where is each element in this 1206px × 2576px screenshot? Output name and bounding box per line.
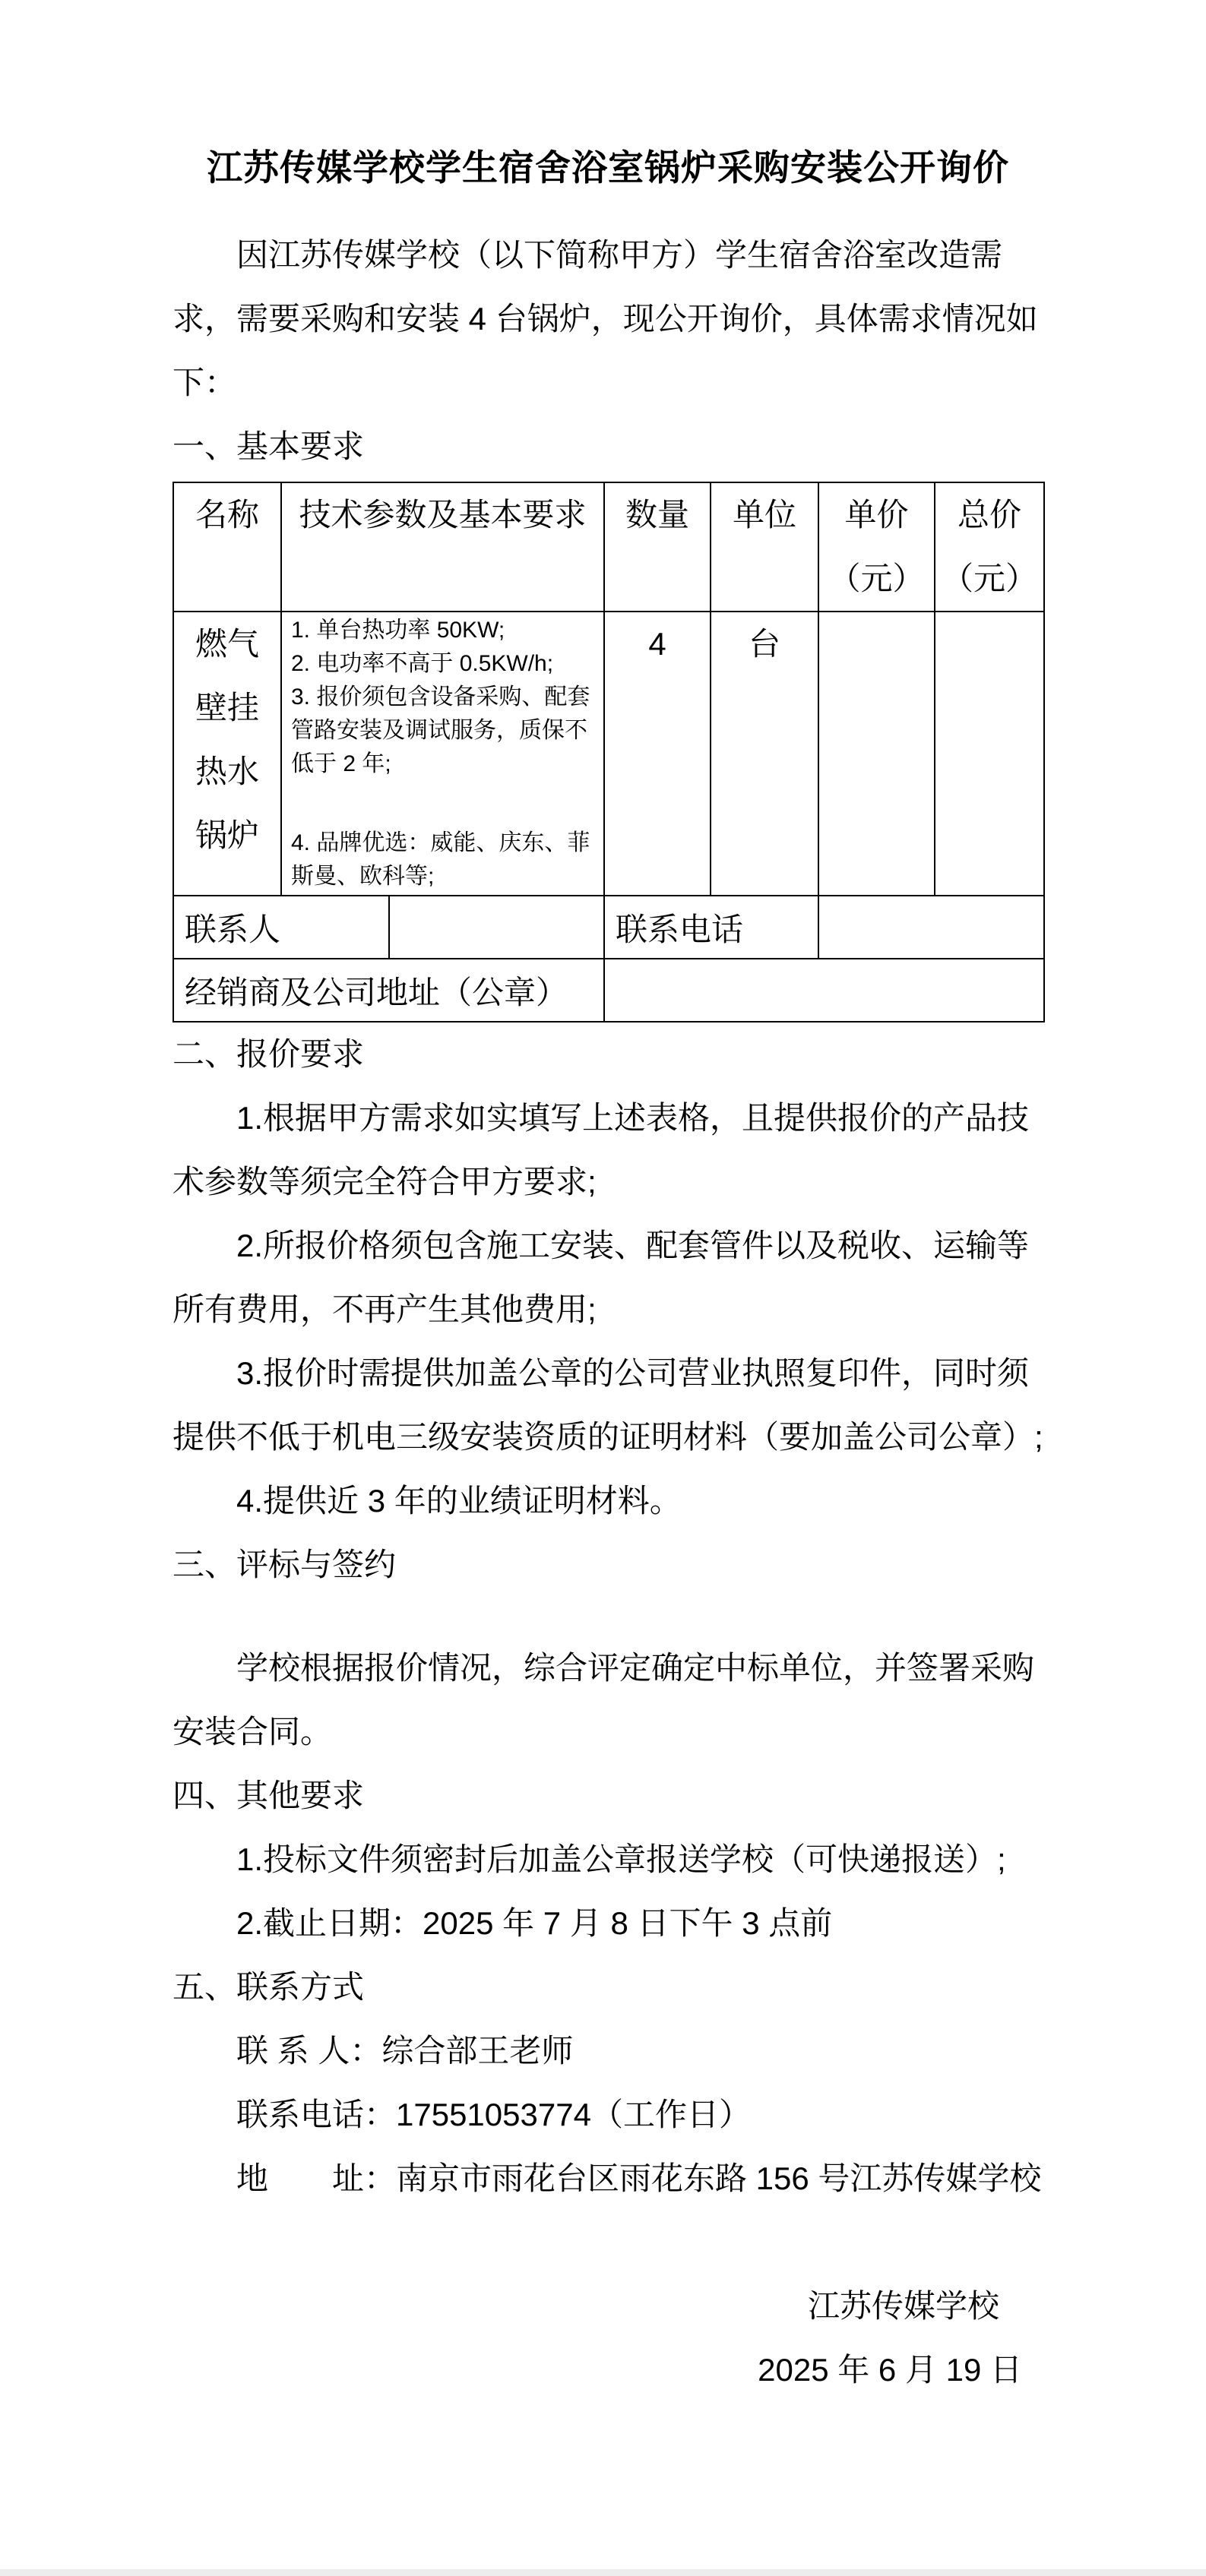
- product-specs-cell: [281, 612, 604, 896]
- product-name-line: 锅炉: [195, 817, 259, 853]
- blank-line: [173, 2211, 1043, 2274]
- product-row: [173, 612, 1044, 896]
- table-header-row: [173, 482, 1044, 612]
- header-unit-price-label: 单价: [844, 497, 909, 533]
- blank-line: [173, 1597, 1043, 1636]
- section-2-heading: 二、报价要求: [173, 1036, 365, 1072]
- section-1-heading: 一、基本要求: [173, 428, 365, 464]
- contact-phone-line: 联系电话：17551053774（工作日）: [236, 2097, 751, 2132]
- document-page: [0, 146, 1206, 2576]
- header-name-cell: 名称: [173, 482, 281, 612]
- product-name-line: 热水: [195, 754, 259, 789]
- header-unit-price-cell: [818, 482, 935, 612]
- contact-phone-label-cell: 联系电话: [604, 896, 818, 959]
- contact-person-line: 联 系 人：综合部王老师: [236, 2033, 574, 2069]
- page-title: 江苏传媒学校学生宿舍浴室锅炉采购安装公开询价: [207, 147, 1009, 188]
- contact-person-blank-cell: [389, 896, 604, 959]
- unit-price-blank-cell: [818, 612, 935, 896]
- quote-requirement-3: 3.报价时需提供加盖公章的公司营业执照复印件，同时须提供不低于机电三级安装资质的证明材料（要加盖公司公章）;: [173, 1355, 1043, 1455]
- quote-requirement-2: 2.所报价格须包含施工安装、配套管件以及税收、运输等所有费用，不再产生其他费用;: [173, 1228, 1030, 1327]
- dealer-row: [173, 959, 1044, 1022]
- quote-requirement-4: 4.提供近 3 年的业绩证明材料。: [236, 1483, 682, 1519]
- intro-paragraph: 因江苏传媒学校（以下简称甲方）学生宿舍浴室改造需求，需要采购和安装 4 台锅炉，现公开询价，具体需求情况如下：: [173, 237, 1038, 400]
- product-name-cell: [173, 612, 281, 896]
- requirements-table: [173, 482, 1045, 1022]
- header-total-price-label: 总价: [958, 497, 1022, 533]
- header-unit-cell: 单位: [711, 482, 818, 612]
- product-name-line: 壁挂: [195, 690, 259, 725]
- total-price-blank-cell: [935, 612, 1044, 896]
- signature-org: 江苏传媒学校: [807, 2288, 999, 2324]
- page-bottom-edge: [0, 2569, 1206, 2576]
- qty-value-cell: 4: [604, 612, 711, 896]
- contact-row: [173, 896, 1044, 959]
- unit-value-cell: 台: [711, 612, 818, 896]
- quote-requirement-1: 1.根据甲方需求如实填写上述表格，且提供报价的产品技术参数等须完全符合甲方要求;: [173, 1100, 1030, 1199]
- header-qty-cell: 数量: [604, 482, 711, 612]
- contact-address-line: 地 址：南京市雨花台区雨花东路 156 号江苏传媒学校: [236, 2160, 1042, 2196]
- spec-item-1: 1. 单台热功率 50KW;: [291, 618, 505, 643]
- dealer-blank-cell: [604, 959, 1044, 1022]
- header-specs-cell: 技术参数及基本要求: [281, 482, 604, 612]
- signature-date: 2025 年 6 月 19 日: [758, 2352, 1022, 2388]
- section-3-heading: 三、评标与签约: [173, 1547, 397, 1582]
- header-total-price-cell: [935, 482, 1044, 612]
- spec-item-2: 2. 电功率不高于 0.5KW/h;: [291, 651, 554, 676]
- dealer-label-cell: 经销商及公司地址（公章）: [173, 959, 604, 1022]
- contact-phone-blank-cell: [818, 896, 1044, 959]
- header-total-price-unit: （元）: [942, 561, 1038, 596]
- header-unit-price-unit: （元）: [828, 561, 925, 596]
- document-content: [173, 146, 1043, 2402]
- evaluation-paragraph: 学校根据报价情况，综合评定确定中标单位，并签署采购安装合同。: [173, 1650, 1035, 1749]
- product-name-line: 燃气: [195, 626, 259, 662]
- other-requirement-1: 1.投标文件须密封后加盖公章报送学校（可快递报送）;: [236, 1841, 1006, 1877]
- contact-person-label-cell: 联系人: [173, 896, 389, 959]
- section-5-heading: 五、联系方式: [173, 1969, 365, 2005]
- other-requirement-2: 2.截止日期：2025 年 7 月 8 日下午 3 点前: [236, 1905, 833, 1941]
- spec-item-4: 4. 品牌优选：威能、庆东、菲斯曼、欧科等;: [291, 830, 590, 889]
- spec-item-3: 3. 报价须包含设备采购、配套管路安装及调试服务，质保不低于 2 年;: [291, 684, 590, 776]
- section-4-heading: 四、其他要求: [173, 1778, 365, 1813]
